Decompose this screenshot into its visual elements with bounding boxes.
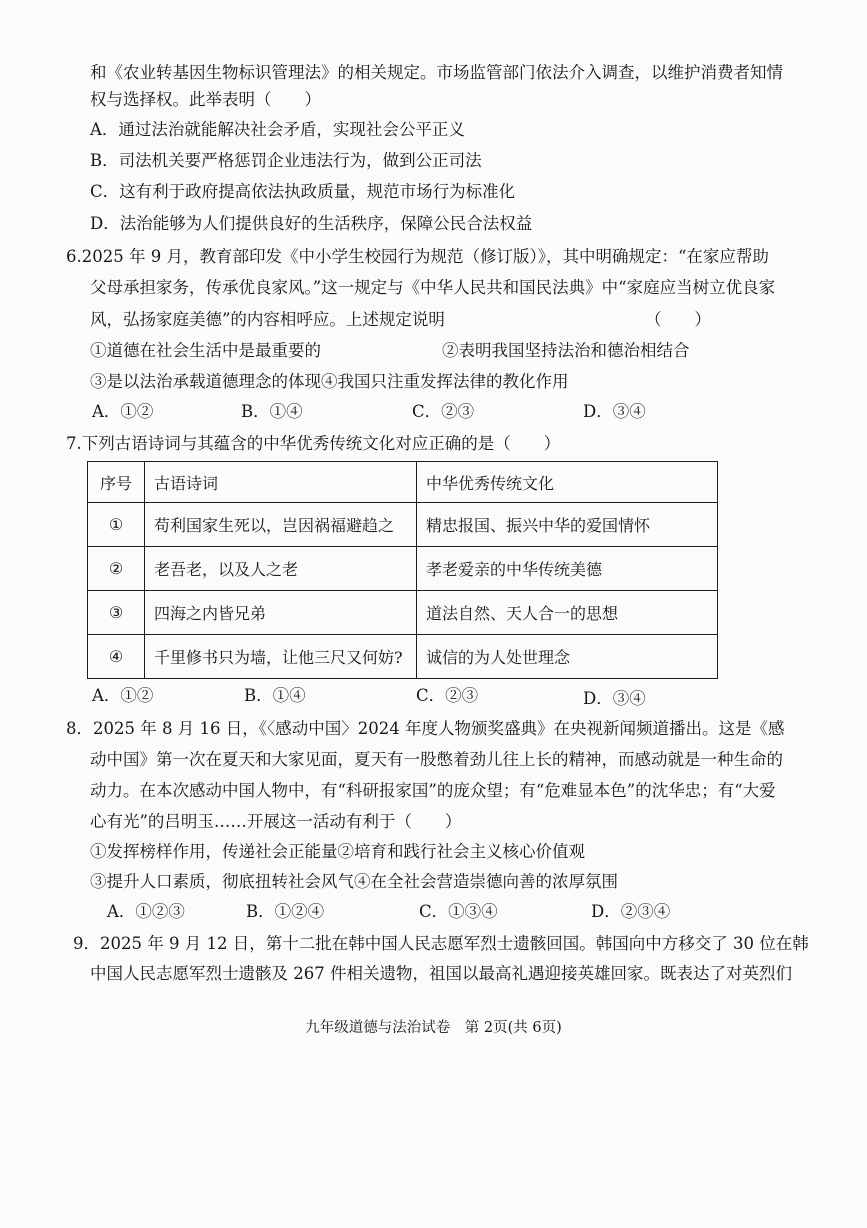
q7-table-row: [88, 547, 718, 591]
q7-row-culture: 道法自然、天人合一的思想: [417, 591, 718, 635]
q6-statement-2: ②表明我国坚持法治和德治相结合: [442, 341, 690, 360]
q8-choice-c[interactable]: C．①③④: [419, 902, 498, 921]
q6-statement-1: ①道德在社会生活中是最重要的: [90, 341, 321, 360]
q8-stem-line1: 8．2025 年 8 月 16 日，《〈感动中国〉2024 年度人物颁奖盛典》在央视新闻频道播出。这是《感: [66, 719, 785, 738]
q7-row-culture: 精忠报国、振兴中华的爱国情怀: [417, 503, 718, 547]
q6-stem-line3: 风，弘扬家庭美德”的内容相呼应。上述规定说明: [90, 310, 445, 329]
q6-choice-a[interactable]: A．①②: [92, 402, 154, 421]
q7-table-row: [88, 503, 718, 547]
q8-stem-line3: 动力。在本次感动中国人物中，有“科研报家国”的庞众望；有“危难显本色”的沈华忠；有“大爱: [90, 781, 776, 800]
q7-stem: 7.下列古语诗词与其蕴含的中华优秀传统文化对应正确的是（ ）: [66, 434, 561, 453]
q7-table-row: [88, 635, 718, 679]
q7-row-poem: 四海之内皆兄弟: [145, 591, 417, 635]
q7-table-header-row: [88, 462, 718, 503]
q7-row-number: ③: [88, 591, 145, 635]
q6-stem-line2: 父母承担家务，传承优良家风。”这一规定与《中华人民共和国民法典》中“家庭应当树立优良家: [90, 278, 776, 297]
q5-option-c[interactable]: C．这有利于政府提高依法执政质量，规范市场行为标准化: [90, 182, 516, 201]
q5-stem-line1: 和《农业转基因生物标识管理法》的相关规定。市场监管部门依法介入调查，以维护消费者知情: [90, 63, 783, 82]
q5-option-d[interactable]: D．法治能够为人们提供良好的生活秩序，保障公民合法权益: [90, 214, 533, 233]
q7-table: [87, 461, 718, 679]
q7-choice-c[interactable]: C．②③: [416, 686, 479, 705]
q8-choice-b[interactable]: B．①②④: [246, 902, 325, 921]
q6-statement-3-4: ③是以法治承载道德理念的体现④我国只注重发挥法律的教化作用: [90, 372, 569, 391]
q7-row-number: ②: [88, 547, 145, 591]
q6-choice-b[interactable]: B．①④: [241, 402, 303, 421]
q9-stem-line2: 中国人民志愿军烈士遗骸及 267 件相关遗物，祖国以最高礼遇迎接英雄回家。既表达了对英烈们: [90, 964, 792, 983]
q8-stem-line4: 心有光”的吕明玉……开展这一活动有利于（ ）: [90, 812, 462, 831]
q8-statements-3-4: ③提升人口素质，彻底扭转社会风气④在全社会营造崇德向善的浓厚氛围: [90, 872, 618, 891]
q6-answer-paren: （ ）: [645, 310, 711, 329]
q6-choice-d[interactable]: D．③④: [583, 402, 646, 421]
q7-row-number: ①: [88, 503, 145, 547]
q5-option-b[interactable]: B．司法机关要严格惩罚企业违法行为，做到公正司法: [90, 151, 482, 170]
q6-choice-c[interactable]: C．②③: [412, 402, 475, 421]
q8-statements-1-2: ①发挥榜样作用，传递社会正能量②培育和践行社会主义核心价值观: [90, 842, 585, 861]
q6-stem-line1: 6.2025 年 9 月，教育部印发《中小学生校园行为规范（修订版）》，其中明确规定：“在家应帮助: [66, 247, 769, 266]
q7-choice-a[interactable]: A．①②: [92, 686, 154, 705]
q7-header-number: 序号: [88, 462, 145, 503]
q7-choice-d[interactable]: D．③④: [583, 689, 646, 708]
q8-choice-d[interactable]: D．②③④: [591, 902, 671, 921]
q7-row-poem: 千里修书只为墙，让他三尺又何妨?: [145, 635, 417, 679]
q5-option-a[interactable]: A．通过法治就能解决社会矛盾，实现社会公平正义: [90, 120, 465, 139]
q7-row-poem: 苟利国家生死以，岂因祸福避趋之: [145, 503, 417, 547]
q9-stem-line1: 9．2025 年 9 月 12 日，第十二批在韩中国人民志愿军烈士遗骸回国。韩国向中方移交了 30 位在韩: [73, 934, 809, 953]
q7-header-culture: 中华优秀传统文化: [417, 462, 718, 503]
q7-table-row: [88, 591, 718, 635]
q5-stem-line2: 权与选择权。此举表明（ ）: [90, 90, 321, 109]
q7-row-poem: 老吾老，以及人之老: [145, 547, 417, 591]
q8-stem-line2: 动中国》第一次在夏天和大家见面，夏天有一股憋着劲儿往上长的精神，而感动就是一种生命的: [90, 750, 783, 769]
q7-row-culture: 诚信的为人处世理念: [417, 635, 718, 679]
page-footer: 九年级道德与法治试卷 第 2页(共 6页): [305, 1020, 562, 1036]
q8-choice-a[interactable]: A．①②③: [107, 902, 185, 921]
q7-row-culture: 孝老爱亲的中华传统美德: [417, 547, 718, 591]
q7-choice-b[interactable]: B．①④: [244, 686, 306, 705]
q7-header-poem: 古语诗词: [145, 462, 417, 503]
q7-row-number: ④: [88, 635, 145, 679]
